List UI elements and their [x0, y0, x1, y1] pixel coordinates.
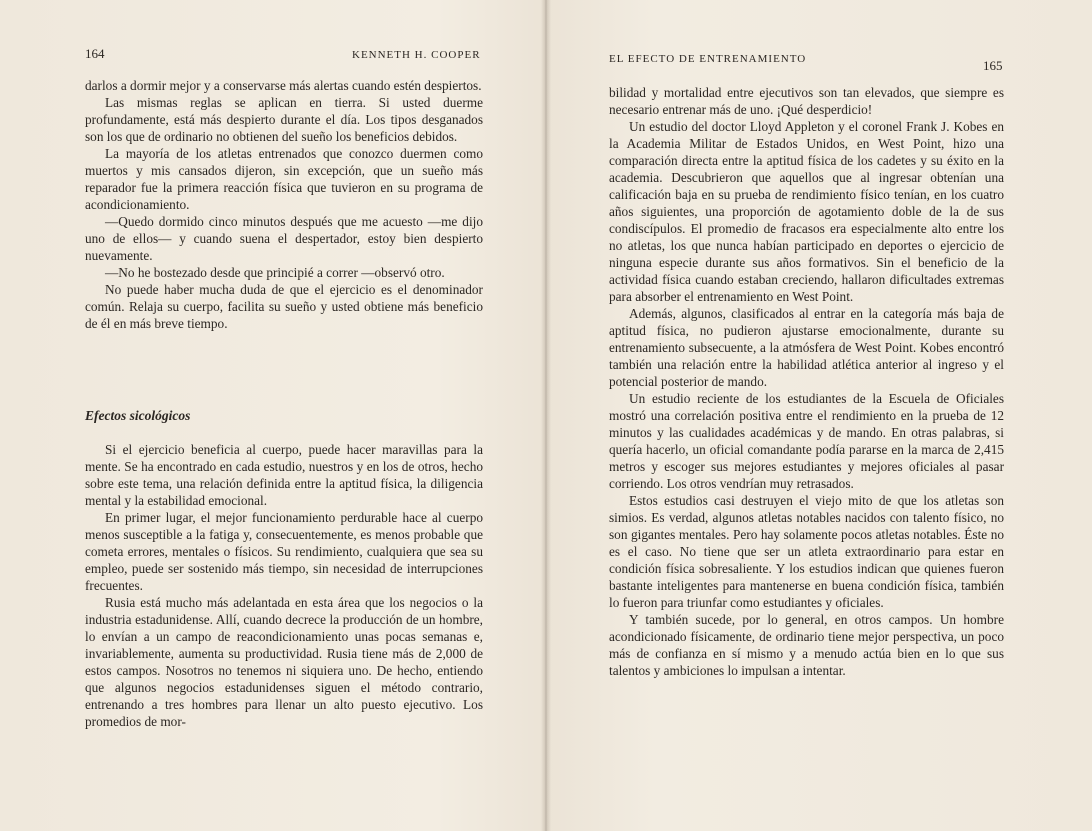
paragraph: Las mismas reglas se aplican en tierra. Si usted duerme profundamente, está más despierto durante el día. Los tipos desganados son los que de ordinario no obtienen del sueño los beneficios debidos.: [85, 95, 483, 144]
left-body-text: [85, 77, 483, 332]
paragraph: Y también sucede, por lo general, en otros campos. Un hombre acondicionado físicamente, de ordinario tiene mejor perspectiva, un poco más de confianza en sí mismo y a menudo actúa bien en lo que sus talentos y ambiciones lo impulsan a intentar.: [609, 612, 1004, 678]
left-page: [0, 0, 541, 831]
left-page-number: 164: [85, 46, 105, 61]
right-page: [551, 0, 1092, 831]
paragraph: —No he bostezado desde que principié a correr —observó otro.: [105, 265, 445, 280]
right-body-text: [609, 84, 1004, 679]
left-section: [85, 407, 483, 730]
book-gutter: [541, 0, 551, 831]
paragraph: —Quedo dormido cinco minutos después que me acuesto —me dijo uno de ellos— y cuando suena el despertador, estoy bien despierto nuevamente.: [85, 214, 483, 263]
paragraph: Un estudio reciente de los estudiantes de la Escuela de Oficiales mostró una correlación positiva entre el rendimiento en la prueba de 12 minutos y las cualidades académicas y de mando. En otras palabras, si quería hacerlo, un oficial comandante podía pararse en la marca de 2,415 metros y escoger sus mejores estudiantes y mejores oficiales al pasar corriendo. Los otros vendrían muy retrasados.: [609, 391, 1004, 491]
paragraph: darlos a dormir mejor y a conservarse más alertas cuando estén despiertos.: [85, 78, 482, 93]
right-page-number: 165: [983, 58, 1003, 73]
section-heading: Efectos sicológicos: [85, 408, 191, 423]
paragraph: No puede haber mucha duda de que el ejercicio es el denominador común. Relaja su cuerpo, facilita su sueño y usted obtiene más beneficio de él en más breve tiempo.: [85, 282, 483, 331]
left-running-head: KENNETH H. COOPER: [352, 49, 481, 61]
paragraph: La mayoría de los atletas entrenados que conozco duermen como muertos y mis cansados dijeron, sin excepción, que un sueño más reparador fue la primera reacción física que tuvieron en su programa de acondicionamiento.: [85, 146, 483, 212]
paragraph: Estos estudios casi destruyen el viejo mito de que los atletas son simios. Es verdad, algunos atletas notables nacidos con talento físico, no son gigantes mentales. Pero hay solamente pocos atletas notables. Éste no es el caso. No tiene que ser un atleta extraordinario para estar en condición física sobresaliente. Y los estudios indican que quienes fueron bastante inteligentes para mantenerse en buena condición física, también lo fueron para triunfar como estudiantes y oficiales.: [609, 493, 1004, 610]
right-running-head: EL EFECTO DE ENTRENAMIENTO: [609, 53, 807, 65]
paragraph: En primer lugar, el mejor funcionamiento perdurable hace al cuerpo menos susceptible a la fatiga y, consecuentemente, es menos probable que cometa errores, mentales o físicos. Su rendimiento, cualquiera que sea su empleo, puede ser sostenido más tiempo, sin necesidad de interrupciones frecuentes.: [85, 510, 483, 593]
paragraph: Si el ejercicio beneficia al cuerpo, puede hacer maravillas para la mente. Se ha encontrado en cada estudio, nuestros y en los de otros, hecho sobre este tema, una relación definida entre la aptitud física, la diligencia mental y la estabilidad emocional.: [85, 442, 483, 508]
paragraph: Un estudio del doctor Lloyd Appleton y el coronel Frank J. Kobes en la Academia Militar de Estados Unidos, en West Point, hizo una comparación directa entre la aptitud física de los cadetes y su éxito en la academia. Descubrieron que aquellos que al ingresar obtenían una calificación baja en su prueba de rendimiento físico tenían, en los cuatro años siguientes, una proporción de agotamiento doble de la de sus condiscípulos. El promedio de fracasos era especialmente alto entre los no atletas, los que nunca habían participado en deportes o ejercicio de ninguna especie durante sus años formativos. Sin el beneficio de la actividad física cuando estaban creciendo, hallaron dificultades extremas para absorber el entrenamiento en West Point.: [609, 119, 1004, 304]
paragraph: Además, algunos, clasificados al entrar en la categoría más baja de aptitud física, no pudieron ajustarse emocionalmente, durante su entrenamiento subsecuente, a la atmósfera de West Point. Kobes encontró también una relación entre la habilidad atlética anterior al ingreso y el potencial posterior de mando.: [609, 306, 1004, 389]
paragraph: Rusia está mucho más adelantada en esta área que los negocios o la industria estadunidense. Allí, cuando decrece la producción de un hombre, lo envían a un campo de reacondicionamiento unas pocas semanas e, invariablemente, aumenta su productividad. Rusia tiene más de 2,000 de estos campos. Nosotros no tenemos ni siquiera uno. De hecho, entiendo que algunos negocios estadunidenses siguen el método contrario, entrenando a tres hombres para llenar un alto puesto ejecutivo. Los promedios de mor-: [85, 595, 483, 729]
paragraph: bilidad y mortalidad entre ejecutivos son tan elevados, que siempre es necesario entrenar más de uno. ¡Qué desperdicio!: [609, 85, 1004, 117]
